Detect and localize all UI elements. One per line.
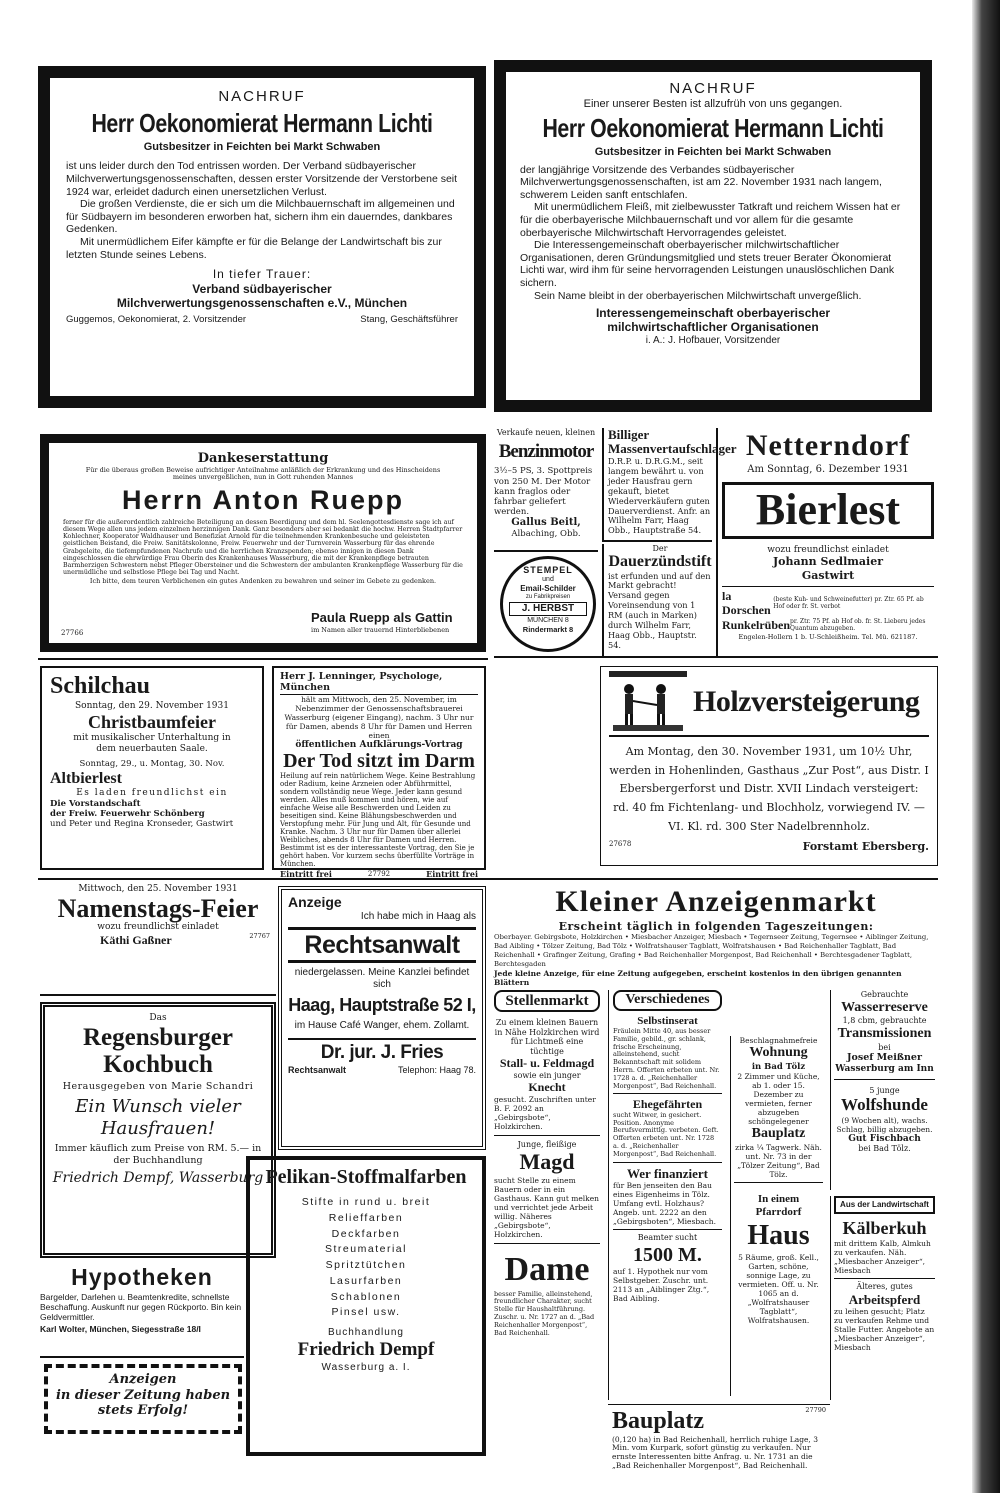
stellen-a3-c: besser Familie, alleinstehend, freundlicher Charakter, sucht Stelle für Haushaltführung. Zuschr. u. Nr. 1727 an d. „Bad Reichenhaller Morgenpost“, Bad Reichenhall.: [494, 1289, 595, 1337]
vortrag-title: Der Tod sitzt im Darm: [283, 749, 475, 772]
danksagung-signature: Paula Ruepp als Gattin: [311, 610, 453, 625]
hypotheken-body: Bargelder, Darlehen u. Beamtenkredite, schnellste Beschaffung. Auskunft nur gegen Rückporto. Bin kein Geldvermittler.: [40, 1291, 242, 1322]
ruben-detail: pr. Ztr. 75 Pf. ab Hof ob. fr. St. Lieberu jedes Quantum abzugeben.: [790, 617, 926, 632]
holz-ad: [600, 666, 938, 866]
ad-code: 27767: [249, 931, 270, 940]
anzeigenmarkt-list: Oberbayer. Gebirgsbote, Holzkirchen • Miesbacher Anzeiger, Miesbach • Tegernseer Zeitung, Tegernsee • Aiblinger Zeitung, Bad Aibling • Tölzer Zeitung, Bad Tölz • Wolfratshauser Tagblatt, Wolfratshausen • Bad Reichenhaller Tagblatt, Bad Reichenhall • Grafinger Zeitung, Grafing • Bad Reichenhaller Morgenpost, Bad Reichenhall • Berchtesgadener Tagblatt, Berchtesgaden: [494, 933, 929, 968]
kochbuch-author: Herausgegeben von Marie Schandri: [62, 1080, 254, 1092]
kaelberkuh-body: mit drittem Kalb, Almkuh zu verkaufen. Näh. „Miesbacher Anzeiger“, Miesbach: [834, 1239, 935, 1279]
bauplatz-ad: [608, 1404, 830, 1480]
signatory-right: Stang, Geschäftsführer: [360, 314, 458, 326]
stellen-a2-title: Magd: [519, 1149, 575, 1175]
anzeigenmarkt-title: Kleiner Anzeigenmarkt: [555, 885, 877, 918]
wohnung-place: in Bad Tölz: [751, 1061, 806, 1072]
haus-intro: In einem Pfarrdorf: [755, 1192, 802, 1218]
hypotheken-title: Hypotheken: [71, 1264, 213, 1290]
schilchau-org-2: der Freiw. Feuerwehr Schönberg: [50, 809, 205, 820]
versch-a4-b: auf 1. Hypothek nur vom Selbstgeber. Zuschr. unt. 2113 an „Aiblinger Ztg.“, Bad Aibling.: [613, 1266, 710, 1303]
versch-a3-title: Wer finanziert: [627, 1165, 708, 1181]
schilchau-date: Sonntag, den 29. November 1931: [75, 700, 229, 711]
namenstag-title: Namenstags-Feier: [57, 893, 259, 923]
bauplatz-title: Bauplatz: [612, 1408, 705, 1434]
benzinmotor-seller: Gallus Beitl,: [511, 517, 581, 529]
stellen-a1-title-2: Knecht: [528, 1080, 566, 1095]
anzeigen-l2: in dieser Zeitung haben: [55, 1387, 231, 1403]
kochbuch-price: Immer käuflich zum Preise von RM. 5.— in der Buchhandlung: [54, 1143, 262, 1166]
signatory: i. A.: J. Hofbauer, Vorsitzender: [645, 334, 781, 346]
gebraucht-intro: Gebrauchte: [860, 990, 909, 999]
stellen-a1-b: sowie ein junger: [513, 1070, 581, 1080]
kochbuch-title: Regensburger Kochbuch: [83, 1023, 233, 1079]
massen-ad: [602, 427, 737, 542]
versch-a1-title: Selbstinserat: [637, 1014, 698, 1027]
danksagung-signature-sub: im Namen aller trauernd Hinterbliebenen: [311, 626, 450, 634]
nachruf-right: [494, 60, 932, 412]
stempel-street: Rindermarkt 8: [522, 625, 574, 635]
schilchau-host: und Peter und Regina Kronseder, Gastwirt: [50, 819, 234, 830]
dorschen-label: la Dorschen: [722, 588, 771, 618]
woodcutters-icon: [609, 671, 687, 733]
ad-code: 27766: [61, 629, 84, 637]
schilchau-ad: [40, 666, 264, 870]
wolfshunde-title: Wolfshunde: [841, 1095, 928, 1115]
arbeitspferd-title: Arbeitspferd: [848, 1291, 921, 1307]
deceased-subtitle: Gutsbesitzer in Feichten bei Markt Schwaben: [594, 146, 832, 159]
wolfshunde-seller: Gut Fischbach: [848, 1133, 921, 1144]
pelikan-list-item: Lasurfarben: [329, 1274, 403, 1287]
bauplatz-body: (0,120 ha) in Bad Reichenhall, herrlich ruhige Lage, 3 Min. vom Kurpark, sofort günstig zu verkaufen. Nur ernste Interessenten bitte Anfrag. u. Nr. 1731 an die „Bad Reichenhaller Morgenpost“, Bad Reichenhall.: [612, 1434, 818, 1470]
holz-body-2: rd. 40 fm Fichtenlang- und Blochholz, vorwiegend IV. — VI. Kl. rd. 300 Ster Nadelbrennholz.: [613, 801, 925, 833]
vortrag-body-2: Heilung auf rein natürlichem Wege. Keine Bestrahlung oder Radium, keine Arzneien oder Abführmittel, sondern vollständig neue Wege. Jeder kann gesund werden. Alles muß kommen und hören, wie auf einfache Weise alle Beschwerden und Leiden zu beseitigen sind. Keine Blähungsbeschwerden und Verstopfung mehr. Für Jung und Alt, für Gesunde und Kranke. Nachm. 3 Uhr nur für Damen über allerlei Weibliches, abends 8 Uhr für Damen und Herren. Bestimmt ist es der interessanteste Vortrag, den Sie je gehört haben. Vor kurzem sechs überfüllte Vorträge in München.: [280, 771, 476, 869]
nachruf-heading: NACHRUF: [218, 88, 306, 105]
benzinmotor-place: Albaching, Obb.: [511, 529, 581, 540]
stempel-und: und: [542, 575, 554, 583]
divider: [38, 658, 488, 660]
ad-code: 27792: [367, 870, 391, 879]
versch-a2: sucht Witwer, in gesichert. Position. Anonyme Berufsvermittlg. verbeten. Geft. Offerten erbeten unt. Nr. 1728 a. d. „Reichenhaller Morgenpost“, Bad Reichenhall.: [613, 1112, 722, 1163]
wolfshunde-place: bei Bad Tölz.: [858, 1144, 911, 1154]
anzeigen-l3: stets Erfolg!: [97, 1403, 189, 1419]
nachruf-left: [38, 66, 486, 408]
schilchau-org: Die Vorstandschaft: [50, 798, 141, 809]
pelikan-list-item: Relieffarben: [328, 1211, 404, 1224]
kaelberkuh-title: Kälberkuh: [842, 1217, 927, 1238]
rechtsanwalt-body: niedergelassen. Meine Kanzlei befindet sich: [294, 966, 470, 990]
stempel-preis: zu Fabrikpreisen: [525, 593, 571, 600]
pelikan-list-item: Spritztütchen: [325, 1259, 407, 1271]
netterndorf-invite: wozu freundlichst einladet: [767, 544, 889, 555]
rechtsanwalt-tel: Telephon: Haag 78.: [397, 1065, 476, 1076]
haus-title: Haus: [747, 1220, 810, 1252]
holz-title: Holzversteigerung: [693, 685, 920, 718]
wolfshunde-body: (9 Wochen alt), wachs. Schlag, billig abzugeben.: [836, 1115, 933, 1134]
versch-a3: für Ben jenseiten den Bau eines Eigenheims in Tölz. Umfang evtl. Holzhaus? Angeb. unt. 2222 an den „Gebirgsboten“, Miesbach.: [613, 1181, 722, 1230]
vortrag-header: Herr J. Lenninger, Psychologe, München: [280, 671, 478, 695]
holz-signature: Forstamt Ebersberg.: [802, 840, 929, 854]
benzinmotor-ad: [494, 428, 598, 552]
namenstag-ad: [40, 884, 276, 996]
wohnung-col: [730, 1036, 826, 1396]
versch-a2-title: Ehegefährten: [632, 1097, 703, 1112]
kochbuch-intro: Das: [149, 1013, 167, 1023]
schilchau-body: mit musikalischer Unterhaltung in dem neuerbauten Saale.: [73, 733, 231, 754]
divider: [494, 656, 938, 658]
mourning-org: Verband südbayerischer Milchverwertungsgenossenschaften e.V., München: [116, 281, 408, 310]
pelikan-place: Wasserburg a. I.: [321, 1361, 411, 1373]
anzeigen-l1: Anzeigen: [109, 1372, 177, 1387]
gebraucht-place: Wasserburg am Inn: [834, 1064, 935, 1080]
gebraucht-title-2: Transmissionen: [837, 1025, 932, 1041]
hypotheken-sign: Karl Wolter, München, Siegesstraße 18/I: [40, 1324, 201, 1335]
mourning-line: In tiefer Trauer:: [212, 267, 312, 282]
netterndorf-ad: [716, 428, 938, 656]
wohnung-title: Wohnung: [749, 1045, 808, 1060]
netterndorf-host-role: Gastwirt: [801, 568, 855, 582]
pelikan-list: [256, 1195, 476, 1321]
benzinmotor-title: Benzinmotor: [498, 440, 594, 462]
netterndorf-event: Bierlest: [722, 482, 934, 539]
namenstag-invite: wozu freundlichst einladet: [97, 922, 219, 933]
rechtsanwalt-name: Dr. jur. J. Fries: [288, 1038, 476, 1065]
schilchau-event-2: Altbierlest: [50, 769, 122, 787]
danksagung-intro: Für die überaus großen Beweise aufrichtiger Anteilnahme anläßlich der Erkrankung und des Hinscheidens meines unvergeßlichen, nun in Gott ruhenden Mannes: [85, 465, 441, 482]
nachruf-body: ist uns leider durch den Tod entrissen worden. Der Verband südbayerischer Milchverwertungsgenossenschaften, dessen erster Vorsitzende der Verstorbene seit 1924 war, erleidet dadurch einen unersetzlichen Verlust.: [66, 160, 458, 198]
gebraucht-title: Wasserreserve: [841, 999, 928, 1015]
holz-body: Am Montag, den 30. November 1931, um 10½ Uhr, werden in Hohenlinden, Gasthaus „Zur Post“, aus Distr. I Ebersbergerforst und Distr. XVII Lindach versteigert:: [609, 745, 929, 796]
pelikan-ad: [246, 1156, 486, 1456]
ad-code: 27790: [805, 1406, 826, 1414]
netterndorf-title: Netterndorf: [745, 429, 911, 462]
stellen-a1: Zu einem kleinen Bauern in Nähe Holzkirchen wird für Lichtmeß eine tüchtige: [494, 1018, 600, 1056]
stellen-a1-c: gesucht. Zuschriften unter B. F. 2092 an „Gebirgsbote“, Holzkirchen.: [494, 1095, 600, 1136]
kochbuch-ad: [40, 1002, 276, 1258]
nachruf-body-3: Die Interessengemeinschaft oberbayerischer milchwirtschaftlicher Organisationen, deren Gründungsmitglied und stets treuer Berater Ökonomierat Lichti war, wird ihm für seine hervorragenden Leistungen unauslöschlichen Dank sichern.: [520, 239, 895, 289]
rechtsanwalt-house: im Hause Café Wanger, ehem. Zollamt.: [294, 1020, 470, 1032]
signatory-left: Guggemos, Oekonomierat, 2. Vorsitzender: [66, 314, 247, 326]
wolfshunde-intro: 5 junge: [869, 1085, 900, 1095]
dauer-intro: Der: [652, 544, 668, 553]
netterndorf-date: Am Sonntag, 6. Dezember 1931: [747, 464, 909, 475]
massen-body: D.R.P. u. D.R.G.M., seit langem bewährt u. von jeder Hausfrau gern gekauft, bietet Wiederverkäufern guten Dauerverdienst. Anfr. an Wilhelm Farr, Haag Obb., Hauptstraße 54.: [608, 456, 711, 536]
binding-edge: [972, 0, 1000, 1493]
deceased-subtitle: Gutsbesitzer in Feichten bei Markt Schwaben: [143, 141, 381, 154]
arbeitspferd-intro: Älteres, gutes: [856, 1282, 913, 1292]
gebraucht-name: Josef Meißner: [847, 1052, 922, 1064]
nachruf-heading: NACHRUF: [669, 80, 757, 97]
mourning-org: Interessengemeinschaft oberbayerischer milchwirtschaftlicher Organisationen: [595, 306, 831, 335]
schilchau-event: Christbaumfeier: [88, 711, 216, 732]
anzeigenmarkt-note: Jede kleine Anzeige, für eine Zeitung aufgegeben, erscheint kostenlos in den übrigen genannten Blättern: [494, 968, 902, 987]
schilchau-date-2: Sonntag, 29., u. Montag, 30. Nov.: [79, 758, 225, 769]
wohnung-body-2: zirka ¼ Tagwerk. Näh. unt. Nr. 73 in der „Tölzer Zeitung“, Bad Tölz.: [734, 1143, 823, 1183]
rechtsanwalt-intro: Ich habe mich in Haag als: [360, 910, 476, 922]
stempel-city: MÜNCHEN 8: [527, 616, 569, 624]
wohnung-intro: Beschlagnahmefreie: [739, 1036, 818, 1045]
danksagung: [40, 434, 486, 652]
rechtsanwalt-ad: [278, 886, 486, 1150]
stellen-a3-title: Dame: [504, 1250, 590, 1288]
pelikan-shop-name: Friedrich Dempf: [297, 1339, 435, 1360]
haus-body: 5 Räume, groß. Kell., Garten, schöne, sonnige Lage, zu vermieten. Off. u. Nr. 1065 an d. „Wolfratshauser Tagblatt“, Wolfratshausen.: [738, 1252, 819, 1325]
rechtsanwalt-title: Rechtsanwalt: [288, 927, 476, 963]
danksagung-heading: Dankeserstattung: [197, 451, 329, 466]
stellen-a2-c: sucht Stelle zu einem Bauern oder in ein Gasthaus. Kann gut melken und verrichtet jede Arbeit willig. Näheres „Gebirgsbote“, Holzkirchen.: [494, 1176, 600, 1244]
nachruf-body-2: Die großen Verdienste, die er sich um die Milchbauernschaft im allgemeinen und für Südbayern im besonderen erworben hat, sichern ihm ein dauerndes, dankbares Gedenken.: [66, 198, 455, 236]
danksagung-body-2: Ich bitte, dem teuren Verblichenen ein gutes Andenken zu bewahren und seiner im Gebete zu gedenken.: [89, 577, 437, 586]
massen-title: Billiger Massenvertaufschlager: [608, 427, 737, 456]
anzeigenmarkt-sub: Erscheint täglich in folgenden Tageszeitungen:: [558, 920, 874, 933]
stempel-email: Email-Schilder: [520, 584, 576, 594]
dauer-body: ist erfunden und auf den Markt gebracht! Versand gegen Voreinsendung von 1 RM (auch in Marken) durch Wilhelm Farr, Haag Obb., Hauptstr. 54.: [608, 570, 711, 650]
verschiedenes-title: Verschiedenes: [613, 990, 722, 1011]
namenstag-date: Mittwoch, den 25. November 1931: [78, 884, 238, 894]
kochbuch-seller: Friedrich Dempf, Wasserburg: [52, 1170, 264, 1187]
namenstag-host: Käthi Gaßner: [100, 932, 172, 947]
schilchau-title: Schilchau: [50, 673, 151, 699]
stellenmarkt-title: Stellenmarkt: [494, 990, 600, 1012]
stellenmarkt-col: [494, 990, 604, 1470]
vortrag-sub: öffentlichen Aufklärungs-Vortrag: [295, 739, 463, 750]
verschiedenes-col: [608, 990, 726, 1400]
stellen-a2: Junge, fleißige: [517, 1139, 577, 1149]
danksagung-body: ferner für die außerordentlich zahlreiche Beteiligung an dessen Beerdigung und dem hl. Seelengottesdienste sage ich auf diesem Wege allen uns jedem einzelnen herzinnigen Dank. Ganz besonders aber sei bedankt die hochw. Herren Stadtpfarrer Kohlechner, Kooperator Waldhauser und Benefiziat Arnold für die teilnehmenden Krankenbesuche und geleisteten geistlichen Beistand, die Freiw. Sanitätskolonne, Freiw. Feuerwehr und der Turnverein Wasserburg für das ehrende Grabgeleite, die tiefempfundenen Nachrufe und die herrlichen Kranzspenden; ebenso innigen in diesen Dank eingeschlossen die ehrwürdige Frau Oberin des Krankenhauses Wasserburg, die mit der Krankenpflege betrauten Barmherzigen Schwestern nebst Pfleger Obersteiner und die Schwestern der ambulanten Krankenpflege Wasserburg für die unermüdliche und selbstlose Pflege bei Tag und Nacht.: [63, 518, 463, 577]
nachruf-body-4: Sein Name bleibt in der oberbayerischen Milchwirtschaft unvergeßlich.: [534, 289, 862, 302]
rechtsanwalt-role: Rechtsanwalt: [288, 1065, 347, 1076]
pelikan-shop: Buchhandlung: [328, 1327, 404, 1338]
landwirtschaft-title: Aus der Landwirtschaft: [834, 1196, 935, 1214]
pelikan-list-item: Schablonen: [330, 1290, 402, 1303]
eintritt-right: Eintritt frei: [426, 869, 478, 880]
eintritt-left: Eintritt frei: [280, 869, 332, 880]
dauer-title: Dauerzündstift: [608, 552, 712, 570]
gebraucht-bei: bei: [878, 1042, 891, 1052]
stempel-firm: J. HERBST: [509, 602, 587, 616]
dauer-ad: [602, 544, 712, 656]
gebraucht-col: [830, 990, 938, 1190]
pelikan-title: Pelikan-Stoffmalfarben: [265, 1166, 467, 1188]
anzeigenmarkt-header: [494, 884, 938, 987]
vortrag-ad: [272, 666, 486, 880]
danksagung-name: Herrn Anton Ruepp: [122, 485, 404, 516]
kochbuch-slogan: Ein Wunsch vieler Hausfrauen!: [75, 1096, 241, 1139]
stellen-a1-title: Stall- u. Feldmagd: [499, 1056, 595, 1071]
versch-a1: Fräulein Mitte 40, aus besser Familie, gebild., gr. schlank, frische Erscheinung, alleinstehend, sucht Bekanntschaft mit solidem Herrn. Offerten erbeten unt. Nr. 1728 a. d. „Reichenhaller Morgenpost“, Bad Reichenhall.: [613, 1028, 722, 1094]
divider: [38, 878, 938, 880]
gebraucht-l2: 1,8 cbm, gebrauchte: [842, 1016, 927, 1026]
hypotheken-ad: [40, 1264, 244, 1358]
wohnung-body: 2 Zimmer und Küche, ab 1. oder 15. Dezember zu vermieten, ferner abzugeben schöngelegener: [737, 1071, 820, 1126]
netterndorf-footer: Engelen-Hollern 1 b. U-Schleißheim. Tel. Mü. 621187.: [738, 632, 918, 641]
ad-code: 27678: [609, 840, 632, 849]
benzinmotor-intro: Verkaufe neuen, kleinen: [496, 428, 596, 437]
nachruf-body-3: Mit unermüdlichem Eifer kämpfte er für die Belange der Landwirtschaft bis zur letzten Stunde seines Lebens.: [66, 235, 442, 261]
pelikan-list-item: Stifte in rund u. breit: [301, 1196, 431, 1208]
pelikan-list-item: Pinsel usw.: [331, 1306, 401, 1319]
vortrag-body: hält am Mittwoch, den 25. November, im Nebenzimmer der Genossenschaftsbrauerei Wasserburg (eigener Eingang), nachm. 3 Uhr nur für Damen, abends 8 Uhr für Damen und Herren einen: [284, 694, 474, 740]
ruben-label: Runkelrüben: [722, 617, 791, 632]
wohnung-bauplatz: Bauplatz: [751, 1125, 806, 1141]
arbeitspferd-body: zu leihen gesucht; Platz zu verkaufen Rehme und Stalle Futter. Angebote an „Miesbacher Anzeiger“, Miesbach: [834, 1307, 935, 1353]
nachruf-intro: Einer unserer Besten ist allzufrüh von uns gegangen.: [583, 98, 843, 110]
landwirtschaft-col: [830, 1196, 938, 1400]
stempel-ad: [500, 556, 596, 652]
deceased-name: Herr Oekonomierat Hermann Lichti: [91, 108, 433, 138]
pelikan-list-item: Streumaterial: [325, 1243, 407, 1256]
dorschen-detail: (beste Kuh- und Schweinefutter) pr. Ztr. 65 Pf. ab Hof oder fr. St. verbot: [773, 595, 924, 611]
nachruf-body-2: Mit unermüdlichem Fleiß, mit zielbewusster Tatkraft und reichem Wissen hat er für die oberbayerische Milchbauernschaft und vor allem für die gesamte oberbayerische Milchwirtschaft Hervorragendes geleistet.: [520, 201, 901, 239]
anzeigen-ad: [44, 1364, 242, 1434]
rechtsanwalt-head: Anzeige: [288, 894, 342, 910]
benzinmotor-body: 3½–5 PS, 3. Spottpreis von 250 M. Der Motor kann fraglos oder fahrbar geliefert werden.: [494, 466, 593, 518]
rechtsanwalt-address: Haag, Hauptstraße 52 I,: [288, 994, 476, 1015]
stempel-title: STEMPEL: [523, 565, 573, 575]
netterndorf-host: Johann Sedlmaier: [772, 555, 884, 569]
versch-a4-title: 1500 M.: [633, 1243, 702, 1266]
pelikan-list-item: Deckfarben: [331, 1227, 401, 1240]
schilchau-invite: Es laden freundlichst ein: [76, 788, 228, 799]
versch-a4: Beamter sucht: [637, 1233, 698, 1243]
deceased-name: Herr Oekonomierat Hermann Lichti: [542, 113, 884, 144]
nachruf-body: der langjährige Vorsitzende des Verbandes südbayerischer Milchverwertungsgenossenschaften, ist am 22. November 1931 nach langem, schwerem Leiden sanft entschlafen.: [520, 163, 882, 201]
